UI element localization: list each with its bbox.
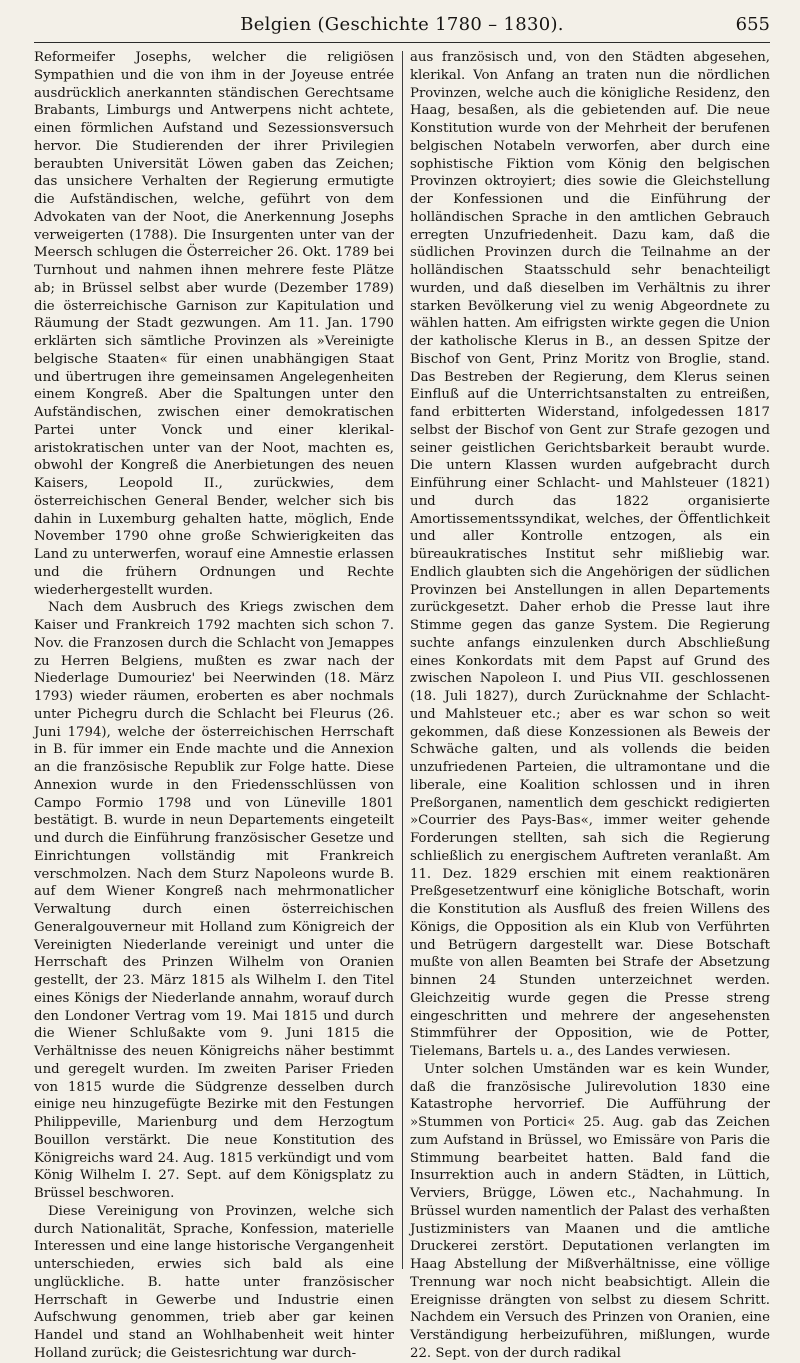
page-header <box>34 12 770 43</box>
paragraph: aus französisch und, von den Städten abgesehen, klerikal. Von Anfang an traten nun die nördlichen Provinzen, welche auch die königliche Residenz, den Haag, besaßen, als die gebietenden auf. Die neue Konstitution wurde von der Mehrheit der berufenen belgischen Notabeln verworfen, aber durch eine sophistische Fiktion vom König den belgischen Provinzen oktroyiert; dies sowie die Gleichstellung der Konfessionen und die Einführung der holländischen Sprache in den amtlichen Gebrauch erregten Unzufriedenheit. Dazu kam, daß die südlichen Provinzen durch die Teilnahme an der holländischen Staatsschuld sehr benachteiligt wurden, und daß dieselben im Verhältnis zu ihrer starken Bevölkerung viel zu wenig Abgeordnete zu wählen hatten. Am eifrigsten wirkte gegen die Union der katholische Klerus in B., an dessen Spitze der Bischof von Gent, Prinz Moritz von Broglie, stand. Das Bestreben der Regierung, dem Klerus seinen Einfluß auf die Unterrichtsanstalten zu entreißen, fand erbitterten Widerstand, infolgedessen 1817 selbst der Bischof von Gent zur Strafe gezogen und seiner geistlichen Gerichtsbarkeit beraubt wurde. Die untern Klassen wurden aufgebracht durch Einführung einer Schlacht- und Mahlsteuer (1821) und durch das 1822 organisierte Amortissementssyndikat, welches, der Öffentlichkeit und aller Kontrolle entzogen, als ein büreaukratisches Institut sehr mißliebig war. Endlich glaubten sich die Angehörigen der südlichen Provinzen bei Anstellungen in allen Departements zurückgesetzt. Daher erhob die Presse laut ihre Stimme gegen das ganze System. Die Regierung suchte anfangs einzulenken durch Abschließung eines Konkordats mit dem Papst auf Grund des zwischen Napoleon I. und Pius VII. geschlossenen (18. Juli 1827), durch Zurücknahme der Schlacht- und Mahlsteuer etc.; aber es war schon so weit gekommen, daß diese Konzessionen als Beweis der Schwäche galten, und als vollends die beiden unzufriedenen Parteien, die ultramontane und die liberale, eine Koalition schlossen und in ihren Preßorganen, namentlich dem geschickt redigierten »Courrier des Pays-Bas«, immer weiter gehende Forderungen stellten, sah sich die Regierung schließlich zu energischem Auftreten veranlaßt. Am 11. Dez. 1829 erschien mit einem reaktionären Preßgesetzentwurf eine königliche Botschaft, worin die Konstitution als Ausfluß des freien Willens des Königs, die Opposition als ein Klub von Verführten und Betrügern dargestellt war. Diese Botschaft mußte von allen Beamten bei Strafe der Absetzung binnen 24 Stunden unterzeichnet werden. Gleichzeitig wurde gegen die Presse streng eingeschritten und mehrere der angesehensten Stimmführer der Opposition, wie de Potter, Tielemans, Bartels u. a., des Landes verwiesen. <box>410 50 770 1059</box>
paragraph: Nach dem Ausbruch des Kriegs zwischen dem Kaiser und Frankreich 1792 machten sich schon 7. Nov. die Franzosen durch die Schlacht von Jemappes zu Herren Belgiens, mußten es zwar nach der Niederlage Dumouriez' bei Neerwinden (18. März 1793) wieder räumen, eroberten es aber nochmals unter Pichegru durch die Schlacht bei Fleurus (26. Juni 1794), welche der österreichischen Herrschaft in B. für immer ein Ende machte und die Annexion an die französische Republik zur Folge hatte. Diese Annexion wurde in den Friedensschlüssen von Campo Formio 1798 und von Lüneville 1801 bestätigt. B. wurde in neun Departements eingeteilt und durch die Einführung französischer Gesetze und Einrichtungen vollständig mit Frankreich verschmolzen. Nach dem Sturz Napoleons wurde B. auf dem Wiener Kongreß nach mehrmonatlicher Verwaltung durch einen österreichischen Generalgouverneur mit Holland zum Königreich der Vereinigten Niederlande vereinigt und unter die Herrschaft des Prinzen Wilhelm von Oranien gestellt, der 23. März 1815 als Wilhelm I. den Titel eines Königs der Niederlande annahm, worauf durch den Londoner Vertrag vom 19. Mai 1815 und durch die Wiener Schlußakte vom 9. Juni 1815 die Verhältnisse des neuen Königreichs näher bestimmt und geregelt wurden. Im zweiten Pariser Frieden von 1815 wurde die Südgrenze desselben durch einige neu hinzugefügte Bezirke mit den Festungen Philippeville, Marienburg und dem Herzogtum Bouillon verstärkt. Die neue Konstitution des Königreichs ward 24. Aug. 1815 verkündigt und vom König Wilhelm I. 27. Sept. auf dem Königsplatz zu Brüssel beschworen. <box>34 600 394 1201</box>
running-head: Belgien (Geschichte 1780 – 1830). <box>240 14 564 35</box>
column-divider <box>402 51 403 1269</box>
right-column <box>410 49 770 1361</box>
text-columns <box>34 49 770 1361</box>
paragraph: Unter solchen Umständen war es kein Wunder, daß die französische Julirevolution 1830 eine Katastrophe hervorrief. Die Aufführung der »Stummen von Portici« 25. Aug. gab das Zeichen zum Aufstand in Brüssel, wo Emissäre von Paris die Stimmung bearbeitet hatten. Bald fand die Insurrektion auch in andern Städten, in Lüttich, Verviers, Brügge, Löwen etc., Nachahmung. In Brüssel wurden namentlich der Palast des verhaßten Justizministers van Maanen und die amtliche Druckerei zerstört. Deputationen verlangten im Haag Abstellung der Mißverhältnisse, eine völlige Trennung war noch nicht beabsichtigt. Allein die Ereignisse drängten von selbst zu diesem Schritt. Nachdem ein Versuch des Prinzen von Oranien, eine Verständigung herbeizuführen, mißlungen, wurde 22. Sept. von der durch radikal <box>410 1061 770 1361</box>
left-column <box>34 49 394 1361</box>
paragraph: Reformeifer Josephs, welcher die religiösen Sympathien und die von ihm in der Joyeuse entrée ausdrücklich anerkannten ständischen Gerechtsame Brabants, Limburgs und Antwerpens nicht achtete, einen förmlichen Aufstand und Sezessionsversuch hervor. Die Studierenden der ihrer Privilegien beraubten Universität Löwen gaben das Zeichen; das unsichere Verhalten der Regierung ermutigte die Aufständischen, welche, geführt von dem Advokaten van der Noot, die Anerkennung Josephs verweigerten (1788). Die Insurgenten unter van der Meersch schlugen die Österreicher 26. Okt. 1789 bei Turnhout und nahmen ihnen mehrere feste Plätze ab; in Brüssel selbst aber wurde (Dezember 1789) die österreichische Garnison zur Kapitulation und Räumung der Stadt gezwungen. Am 11. Jan. 1790 erklärten sich sämtliche Provinzen als »Vereinigte belgische Staaten« für einen unabhängigen Staat und übertrugen ihre gemeinsamen Angelegenheiten einem Kongreß. Aber die Spaltungen unter den Aufständischen, zwischen einer demokratischen Partei unter Vonck und einer klerikal-aristokratischen unter van der Noot, machten es, obwohl der Kongreß die Anerbietungen des neuen Kaisers, Leopold II., zurückwies, dem österreichischen General Bender, welcher sich bis dahin in Luxemburg gehalten hatte, möglich, Ende November 1790 ohne große Schwierigkeiten das Land zu unterwerfen, worauf eine Amnestie erlassen und die frühern Ordnungen und Rechte wiederhergestellt wurden. <box>34 50 394 598</box>
page-number: 655 <box>735 14 770 35</box>
paragraph: Diese Vereinigung von Provinzen, welche sich durch Nationalität, Sprache, Konfession, materielle Interessen und eine lange historische Vergangenheit unterschieden, erwies sich bald als eine unglückliche. B. hatte unter französischer Herrschaft in Gewerbe und Industrie einen Aufschwung genommen, trieb aber gar keinen Handel und stand an Wohlhabenheit weit hinter Holland zurück; die Geistesrichtung war durch- <box>34 1203 394 1361</box>
